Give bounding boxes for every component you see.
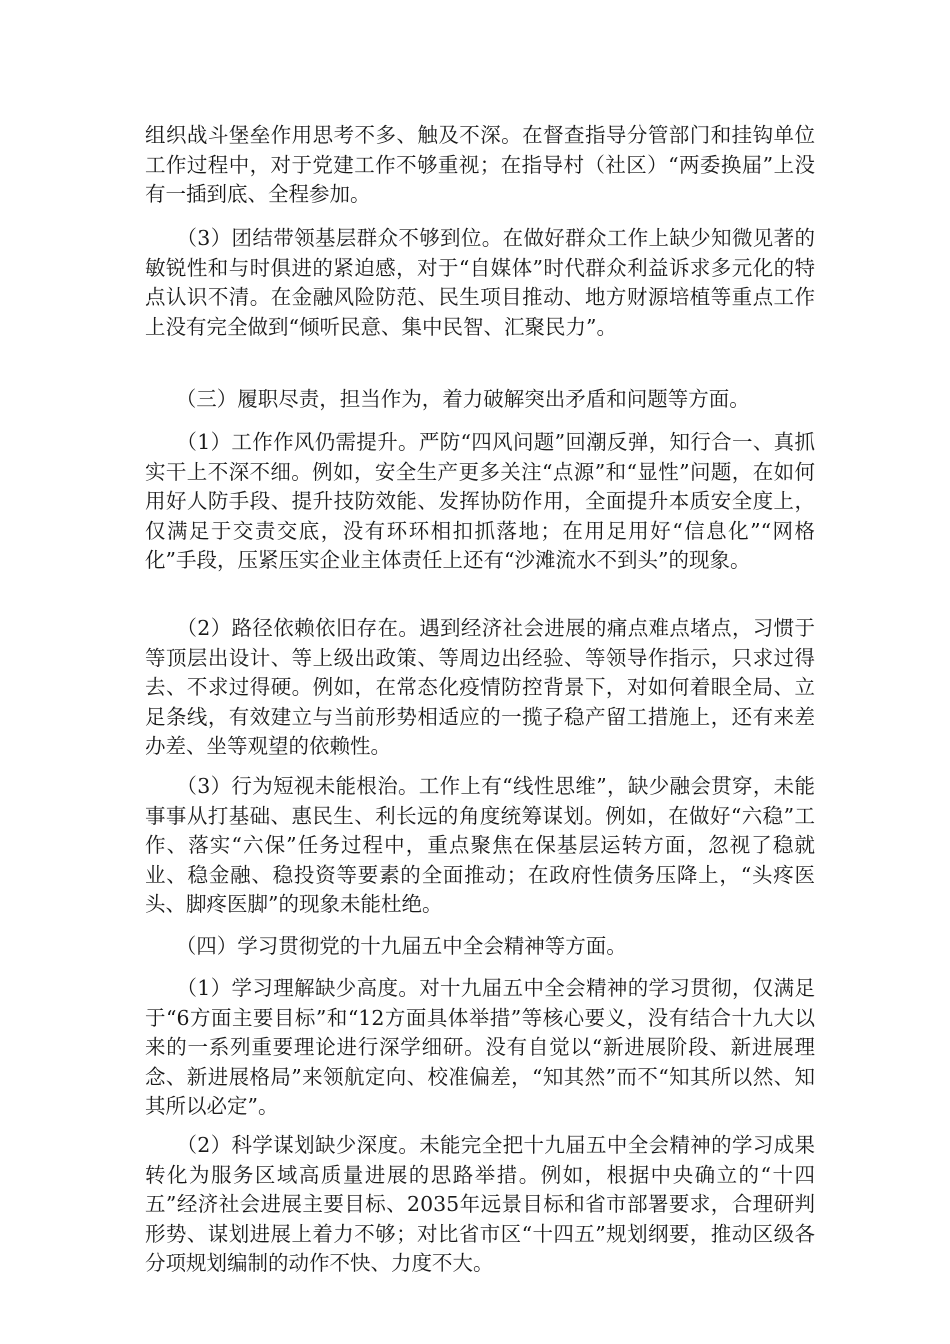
paragraph-grassroots-masses: （3）团结带领基层群众不够到位。在做好群众工作上缺少知微见著的敏锐性和与时俱进的紧迫感，对于“自媒体”时代群众利益诉求多元化的特点认识不清。在金融风险防范、民生项目推动、地方财源培植等重点工作上没有完全做到“倾听民意、集中民智、汇聚民力”。 — [145, 226, 815, 339]
paragraph-path-dependence: （2）路径依赖依旧存在。遇到经济社会进展的痛点难点堵点，习惯于等顶层出设计、等上级出政策、等周边出经验、等领导作指示，只求过得去、不求过得硬。例如，在常态化疫情防控背景下，对如何着眼全局、立足条线，有效建立与当前形势相适应的一揽子稳产留工措施上，还有来差办差、坐等观望的依赖性。 — [145, 616, 815, 758]
paragraph-planning-depth: （2）科学谋划缺少深度。未能完全把十九届五中全会精神的学习成果转化为服务区域高质量进展的思路举措。例如，根据中央确立的“十四五”经济社会进展主要目标、2035年远景目标和省市部署要求，合理研判形势、谋划进展上着力不够；对比省市区“十四五”规划纲要，推动区级各分项规划编制的动作不快、力度不大。 — [145, 1133, 815, 1275]
section-heading-3: （三）履职尽责，担当作为，着力破解突出矛盾和问题等方面。 — [145, 387, 750, 411]
paragraph-short-sighted-behavior: （3）行为短视未能根治。工作上有“线性思维”，缺少融会贯穿，未能事事从打基础、惠民生、利长远的角度统筹谋划。例如，在做好“六稳”工作、落实“六保”任务过程中，重点聚焦在保基层运转方面，忽视了稳就业、稳金融、稳投资等要素的全面推动；在政府性债务压降上，“头疼医头、脚疼医脚”的现象未能杜绝。 — [145, 774, 815, 916]
paragraph-work-style: （1）工作作风仍需提升。严防“四风问题”回潮反弹，知行合一、真抓实干上不深不细。例如，安全生产更多关注“点源”和“显性”问题，在如何用好人防手段、提升技防效能、发挥协防作用，全面提升本质安全度上，仅满足于交责交底，没有环环相扣抓落地；在用足用好“信息化”“网格化”手段，压紧压实企业主体责任上还有“沙滩流水不到头”的现象。 — [145, 430, 815, 572]
paragraph-learning-height: （1）学习理解缺少高度。对十九届五中全会精神的学习贯彻，仅满足于“6方面主要目标”和“12方面具体举措”等核心要义，没有结合十九大以来的一系列重要理论进行深学细研。没有自觉以“新进展阶段、新进展理念、新进展格局”来领航定向、校准偏差，“知其然”而不“知其所以然、知其所以必定”。 — [145, 976, 815, 1118]
paragraph-party-building-continued: 组织战斗堡垒作用思考不多、触及不深。在督查指导分管部门和挂钩单位工作过程中，对于党建工作不够重视；在指导村（社区）“两委换届”上没有一插到底、全程参加。 — [145, 123, 815, 206]
section-heading-4: （四）学习贯彻党的十九届五中全会精神等方面。 — [145, 934, 627, 958]
